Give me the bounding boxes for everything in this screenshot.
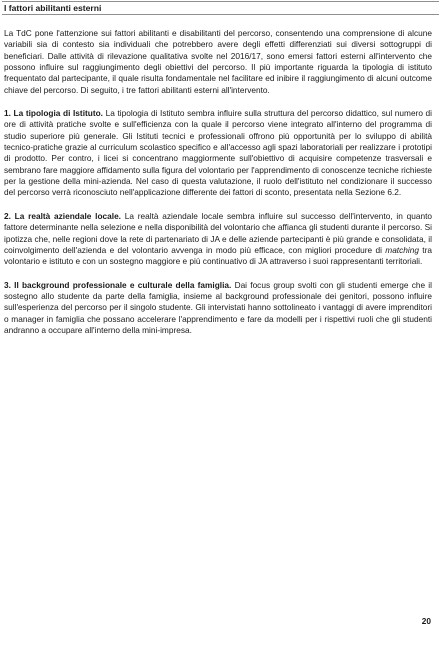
intro-paragraph: La TdC pone l'attenzione sui fattori abilitanti e disabilitanti del percorso, consentendo una comprensione di alcune variabili sia di contesto sia individuali che potrebbero avere degli effetti differenziati sui diversi sottogruppi di beneficiari. Dalle attività di rilevazione qualitativa svolte nel 2016/17, sono emersi fattori esterni all'intervento che possono influire sul raggiungimento degli obiettivi del percorso. Il più importante riguarda la tipologia di istituto frequentato dal partecipante, il quale risulta fondamentale nel facilitare ed inibire il raggiungimento di alcuni outcome chiave del percorso. Di seguito, i tre fattori abilitanti esterni all'intervento. xyxy=(4,28,432,95)
factor-paragraph-local-business xyxy=(4,211,432,268)
factor-body-institute: La tipologia di Istituto sembra influire sulla struttura del percorso didattico, sul numero di ore di attività pratiche svolte e sull'efficienza con la quale il percorso viene integrato all'interno del programma di studio superiore più generale. Gli Istituti tecnici e professionali offrono più opportunità per lo sviluppo di abilità tecnico-pratiche grazie al curriculum scolastico specifico e all'accesso agli spazi laboratoriali per realizzare i prototipi di prodotto. Per contro, i licei si concentrano maggiormente sull'obiettivo di acquisire competenze trasversali e sembrano fare maggiore affidamento sulla figura del volontario per l'apprendimento di conoscenze tecniche richieste per la gestione della mini-azienda. Nel caso di questa valutazione, il ruolo dell'istituto nel condizionare il successo del percorso verrà riconosciuto nell'applicazione differente dei fattori di sconto, presentata nella Sezione 6.2. xyxy=(4,108,433,198)
factor-title-local-business: 2. La realtà aziendale locale. xyxy=(4,210,121,221)
section-heading: I fattori abilitanti esterni xyxy=(4,3,102,13)
factor-body-family: Dai focus group svolti con gli studenti emerge che il sostegno allo studente da parte della famiglia, insieme al background professionale dei genitori, possono influire sull'esperienza del percorso per il singolo studente. Gli intervistati hanno sottolineato i vantaggi di avere imprenditori o manager in famiglia che possano accelerare l'apprendimento e fare da modelli per i rispettivi ruoli che gli studenti andranno a occupare all'interno della mini-impresa. xyxy=(4,279,432,335)
factor-paragraph-family xyxy=(4,280,432,337)
factor-body-local-business-part2: tra volontario e istituto e con un sostegno maggiore e più continuativo di JA attraverso i suoi rappresentanti territoriali. xyxy=(4,244,432,267)
page-number: 20 xyxy=(421,616,431,626)
factor-paragraph-institute xyxy=(4,108,432,199)
factor-title-family: 3. Il background professionale e culturale della famiglia. xyxy=(4,279,232,290)
document-body xyxy=(4,28,432,336)
factor-body-local-business-emphasis: matching xyxy=(385,244,419,255)
section-heading-bar xyxy=(2,1,439,15)
factor-body-local-business-part1: La realtà aziendale locale sembra influire sul successo dell'intervento, in quanto fattore determinante nella selezione e nella disponibilità del volontario che affianca gli studenti durante il percorso. Si ipotizza che, nelle regioni dove la rete di partenariato di JA e delle aziende partecipanti è più grande e consolidata, il coinvolgimento dell'azienda e del volontario avvenga in modo più efficace, con migliori procedure di xyxy=(4,210,433,255)
factor-title-institute: 1. La tipologia di Istituto. xyxy=(4,108,103,119)
